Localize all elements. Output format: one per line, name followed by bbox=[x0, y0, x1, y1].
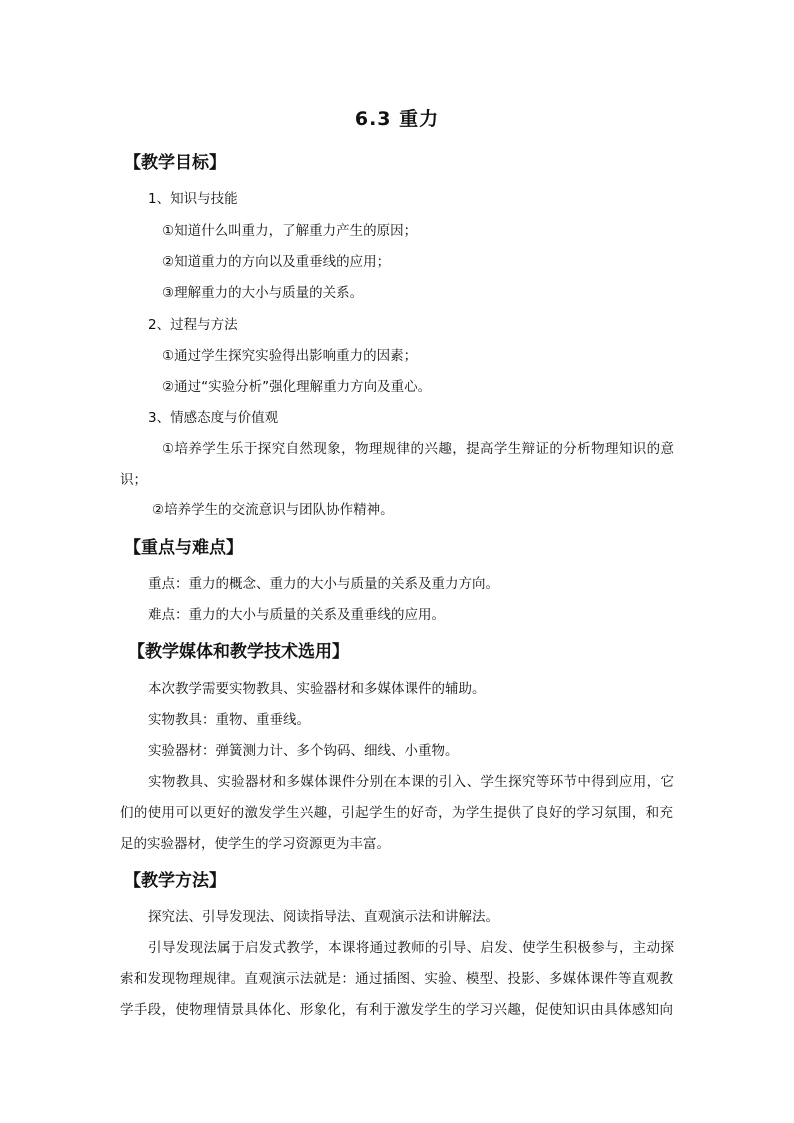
objective-item: ③理解重力的大小与质量的关系。 bbox=[162, 285, 364, 301]
page-title: 6.3 重力 bbox=[354, 108, 440, 130]
objective-item-continuation: 识； bbox=[120, 472, 147, 488]
key-difficulty: 难点：重力的大小与质量的关系及重垂线的应用。 bbox=[148, 607, 445, 623]
methods-paragraph: 探究法、引导发现法、阅读指导法、直观演示法和讲解法。 bbox=[148, 909, 499, 925]
heading-objectives: 【教学目标】 bbox=[124, 153, 226, 173]
media-paragraph: 本次教学需要实物教具、实验器材和多媒体课件的辅助。 bbox=[148, 681, 486, 697]
objective-item: ②通过“实验分析”强化理解重力方向及重心。 bbox=[162, 379, 432, 395]
objective-group-2: 2、过程与方法 bbox=[148, 317, 238, 333]
objective-item: ②培养学生的交流意识与团队协作精神。 bbox=[152, 502, 394, 518]
key-focus: 重点：重力的概念、重力的大小与质量的关系及重力方向。 bbox=[148, 576, 499, 592]
methods-paragraph: 引导发现法属于启发式教学，本课将通过教师的引导、启发、使学生积极参与，主动探 bbox=[148, 940, 674, 956]
objective-item: ②知道重力的方向以及重垂线的应用； bbox=[162, 254, 391, 270]
heading-key-points: 【重点与难点】 bbox=[124, 538, 243, 558]
objective-item: ①知道什么叫重力，了解重力产生的原因； bbox=[162, 223, 418, 239]
heading-media: 【教学媒体和教学技术选用】 bbox=[128, 642, 349, 662]
objective-group-1: 1、知识与技能 bbox=[148, 191, 238, 207]
objective-group-3: 3、情感态度与价值观 bbox=[148, 410, 279, 426]
objective-item: ①通过学生探究实验得出影响重力的因素； bbox=[162, 348, 418, 364]
heading-methods: 【教学方法】 bbox=[124, 871, 226, 891]
media-paragraph: 实物教具、实验器材和多媒体课件分别在本课的引入、学生探究等环节中得到应用，它 bbox=[148, 774, 674, 790]
methods-paragraph: 索和发现物理规律。直观演示法就是：通过插图、实验、模型、投影、多媒体课件等直观教 bbox=[120, 971, 673, 987]
media-paragraph: 实物教具：重物、重垂线。 bbox=[148, 712, 310, 728]
media-paragraph: 们的使用可以更好的激发学生兴趣，引起学生的好奇，为学生提供了良好的学习氛围，和充 bbox=[120, 805, 673, 821]
methods-paragraph: 学手段，使物理情景具体化、形象化，有利于激发学生的学习兴趣，促使知识由具体感知向 bbox=[120, 1002, 673, 1018]
objective-item: ①培养学生乐于探究自然现象，物理规律的兴趣，提高学生辩证的分析物理知识的意 bbox=[162, 441, 674, 457]
media-paragraph: 足的实验器材，使学生的学习资源更为丰富。 bbox=[120, 836, 390, 852]
media-paragraph: 实验器材：弹簧测力计、多个钩码、细线、小重物。 bbox=[148, 743, 459, 759]
